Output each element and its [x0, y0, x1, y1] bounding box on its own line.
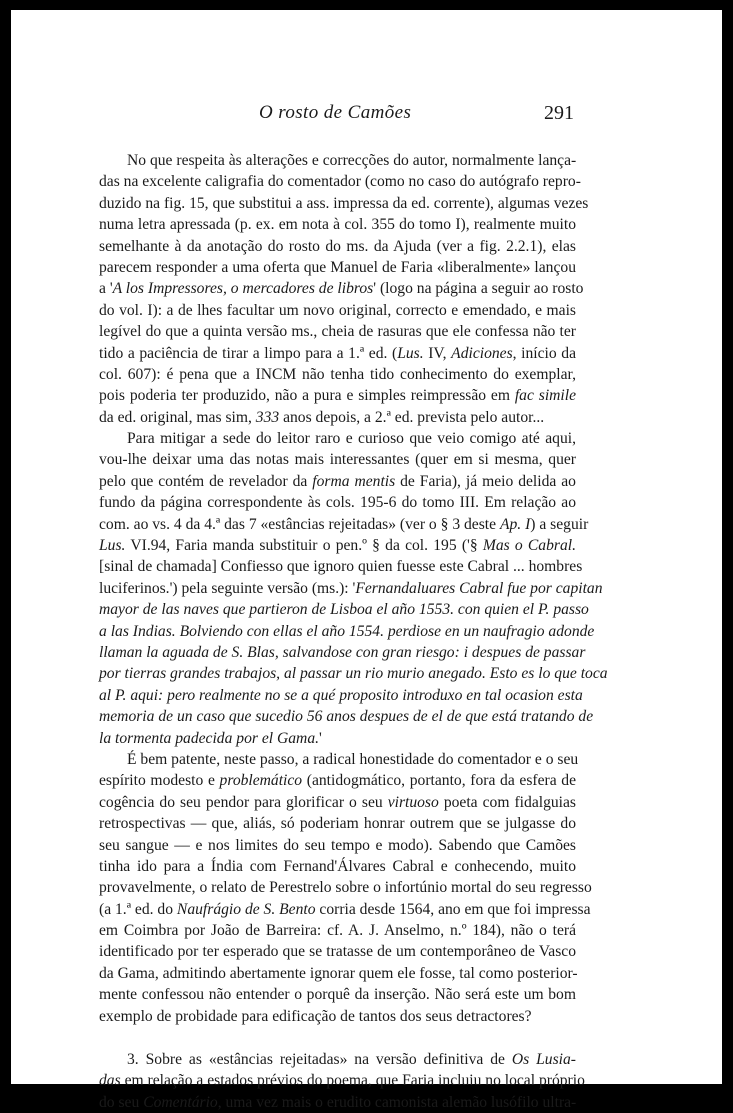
text-line: provavelmente, o relato de Perestrelo sobre o infortúnio mortal do seu regresso — [99, 879, 592, 897]
text-line: (a 1.ª ed. do Naufrágio de S. Bento corria desde 1564, ano em que foi impressa — [99, 900, 591, 918]
page — [11, 10, 722, 1111]
text-line: Lus. VI.94, Faria manda substituir o pen.º § da col. 195 ('§ Mas o Cabral. — [99, 537, 576, 555]
text-line: do vol. I): a de lhes facultar um novo original, correcto e emendado, e mais — [99, 301, 576, 319]
text-line: cogência do seu pendor para glorificar o seu virtuoso poeta com fidalguias — [99, 793, 576, 811]
text-line: mente confessou não entender o porquê da inserção. Não será este um bom — [99, 986, 576, 1004]
text-line: luciferinos.') pela seguinte versão (ms.): 'Fernandaluares Cabral fue por capitan — [99, 579, 603, 597]
text-line: a 'A los Impressores, o mercadores de libros' (logo na página a seguir ao rosto — [99, 280, 584, 298]
text-line: legível do que a quinta versão ms., cheia de rasuras que ele confessa não ter — [99, 323, 576, 341]
text-line: a las Indias. Bolviendo con ellas el año 1554. perdiose en un naufragio adonde — [99, 622, 595, 640]
text-line: das em relação a estados prévios do poema, que Faria incluiu no local próprio — [99, 1072, 585, 1090]
text-line: mayor de las naves que partieron de Lisboa el año 1553. con quien el P. passo — [99, 601, 589, 619]
paragraph-section-3 — [99, 1049, 585, 1113]
text-line: pelo que contém de revelador da forma mentis de Faria), já meio delida ao — [99, 472, 576, 490]
text-line: No que respeita às alterações e correcções do autor, normalmente lança- — [127, 152, 577, 169]
text-line: exemplo de probidade para edificação de tantos dos seus detractores? — [99, 1007, 532, 1025]
body-text — [99, 150, 608, 1113]
text-line: semelhante à da anotação do rosto do ms. da Ajuda (ver a fig. 2.2.1), elas — [99, 237, 576, 255]
text-line: da Gama, admitindo abertamente ignorar quem ele fosse, tal como posterior- — [99, 964, 578, 982]
text-line: do seu Comentário, uma vez mais o erudito camonista alemão lusófilo ultra- — [99, 1093, 577, 1111]
text-line: espírito modesto e problemático (antidogmático, portanto, fora da esfera de — [99, 772, 577, 790]
paragraph-2 — [99, 428, 608, 749]
text-line: la tormenta padecida por el Gama.' — [99, 729, 322, 747]
text-line: da ed. original, mas sim, 333 anos depois, a 2.ª ed. prevista pelo autor... — [99, 408, 545, 426]
text-line: É bem patente, neste passo, a radical honestidade do comentador e o seu — [127, 750, 579, 768]
section-gap — [99, 1027, 576, 1049]
text-line: memoria de un caso que sucedio 56 anos despues de el de que está tratando de — [99, 708, 594, 726]
paragraph-1 — [99, 150, 589, 428]
text-line: pois poderia ter produzido, não a pura e simples reimpressão em fac simile — [99, 387, 576, 405]
text-line: identificado por ter esperado que se tratasse de um contemporâneo de Vasco — [99, 943, 576, 961]
text-line: llaman la aguada de S. Blas, salvandose con gran riesgo: i despues de passar — [99, 643, 586, 661]
text-line: das na excelente caligrafia do comentador (como no caso do autógrafo repro- — [99, 173, 581, 191]
text-line: duzido na fig. 15, que substitui a ass. impressa da ed. corrente), algumas vezes — [99, 194, 589, 212]
text-line: tido a paciência de tirar a limpo para a 1.ª ed. (Lus. IV, Adiciones, início da — [99, 344, 576, 362]
text-line: fundo da página correspondente às cols. 195-6 do tomo III. Em relação ao — [99, 494, 576, 512]
text-line: Para mitigar a sede do leitor raro e curioso que veio comigo até aqui, — [127, 430, 576, 448]
running-title: O rosto de Camões — [259, 102, 412, 123]
text-line: col. 607): é pena que a INCM não tenha tido conhecimento do exemplar, — [99, 365, 576, 383]
text-line: com. ao vs. 4 da 4.ª das 7 «estâncias rejeitadas» (ver o § 3 deste Ap. I) a seguir — [99, 515, 589, 533]
text-line: seu sangue — e nos limites do seu tempo e modo). Sabendo que Camões — [99, 836, 576, 854]
text-line: 3. Sobre as «estâncias rejeitadas» na versão definitiva de Os Lusia- — [127, 1051, 576, 1069]
text-line: tinha ido para a Índia com Fernand'Álvares Cabral e conhecendo, muito — [99, 857, 576, 875]
text-line: [sinal de chamada] Confiesso que ignoro quien fuesse este Cabral ... hombres — [99, 558, 583, 576]
text-line: por tierras grandes trabajos, al passar un rio murio anegado. Esto es lo que toca — [99, 665, 608, 683]
text-line: retrospectivas — que, aliás, só poderiam honrar outrem que se julgasse do — [99, 815, 576, 833]
running-head — [11, 102, 722, 128]
paragraph-3 — [99, 749, 592, 1027]
page-number: 291 — [544, 102, 574, 124]
text-line: al P. aqui: pero realmente no se a qué proposito introduxo en tal ocasion esta — [99, 686, 583, 704]
text-line: em Coimbra por João de Barreira: cf. A. J. Anselmo, n.º 184), não o terá — [99, 922, 576, 940]
text-line: numa letra apressada (p. ex. em nota à col. 355 do tomo I), realmente muito — [99, 216, 576, 234]
text-line: vou-lhe deixar uma das notas mais interessantes (quer em si mesma, quer — [99, 451, 576, 469]
text-line: parecem responder a uma oferta que Manuel de Faria «liberalmente» lançou — [99, 258, 576, 276]
